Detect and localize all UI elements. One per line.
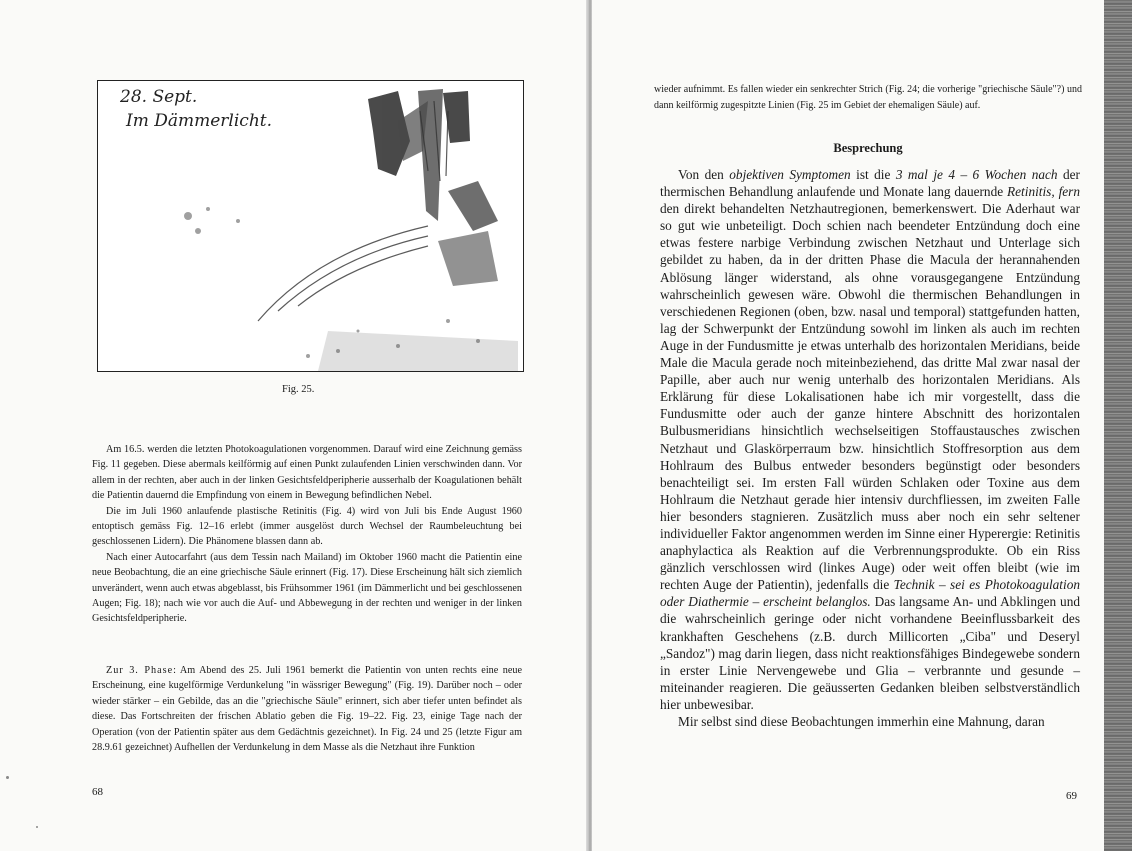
italic-run: 3 mal je 4 – 6 Wochen nach bbox=[895, 167, 1058, 182]
text-run: den direkt behandelten Netzhautregionen, bemerkenswert. Die Aderhaut war so gut wie unbeteiligt. Doch schien nach beendeter Entzündung doch eine etwas festere narbige Verbindung zwischen Netzhaut und Unterlage sich gebildet zu haben, da in der dritten Phase die Macula der herannahenden Ablösung länger widerstand, als ohne vorausgegangene Entzündung wahrscheinlich gewesen wäre. Obwohl die thermischen Behandlungen in verschiedenen Regionen (oben, bzw. nasal und temporal) stattgefunden hatten, lag der Schwerpunkt der Entzündung sowohl im linken als auch im rechten Auge in der Fundusmitte je etwas unterhalb des horizontalen Meridians, beide Male die Macula gerade noch miteinbeziehend, das dritte Mal zwar nasal der Papille, aber auch nur wenig unterhalb des horizontalen Meridians. Als Erklärung für diese Lokalisationen habe ich mir vorgestellt, dass die Fundusmitte oder auch der ganze hintere Abschnitt des horizontalen Bulbusmeridians hinsichtlich wechselseitigen Stoffaustausches zwischen Netzhaut und Glaskörperraum bzw. hinsichtlich Stoffresorption aus dem Hohlraum des Bulbus entweder besonders begünstigt oder besonders benachteiligt sei. Im ersten Fall würden Schlaken oder Toxine aus dem Hohlraum die Netzhaut gerade hier intensiv durchfliessen, im zweiten Falle hier besonders stagnieren. Zusätzlich muss aber noch ein sehr seltener individueller Faktor angenommen werden im Sinne einer Hyperergie: Retinitis anaphylactica als Reaktion auf die Verbrennungsprodukte. Ob ein Riss gänzlich verschlossen wird (linkes Auge) oder weit offen bleibt (wie im rechten Auge der Patientin), jedenfalls die bbox=[660, 201, 1080, 593]
section-heading: Besprechung bbox=[833, 141, 903, 155]
handwritten-date: 28. Sept. bbox=[120, 87, 198, 107]
text-run: der thermischen Behandlung anlaufende und Monate lang dauernde bbox=[660, 167, 1080, 200]
sketch-drawing bbox=[98, 81, 523, 371]
italic-run: objektiven Symptomen bbox=[729, 167, 851, 182]
right-top-text bbox=[654, 82, 1082, 113]
italic-run: Technik – sei es Photokoagulation oder Diathermie – erscheint belanglos. bbox=[660, 577, 1080, 610]
italic-run: Retinitis, fern bbox=[1007, 184, 1080, 200]
paragraph bbox=[92, 663, 522, 755]
text-run: ist die bbox=[850, 167, 896, 182]
phase-text: : Am Abend des 25. Juli 1961 bemerkt die Patientin von unten rechts eine neue Erscheinung, eine kugelförmige Verdunkelung "in wässriger Bewegung" (Fig. 19). Darüber noch – oder wieder stärker – ein Gebilde, das an die "griechische Säule" erinnert, sich aber tiefer unten befindet als diese. Das Fortschreiten der frischen Ablatio geben die Fig. 19–22. Fig. 23, einige Tage nach der Operation (von der Patientin später aus dem Gedächtnis gezeichnet). In Fig. 24 und 25 (letzte Figur am 28.9.61 gezeichnet) Aufhellen der Verdunkelung in dem Masse als die Netzhaut ihre Funktion bbox=[92, 665, 522, 754]
fundus-drawing-figure bbox=[97, 80, 524, 372]
text-run: Von den bbox=[678, 167, 730, 182]
paragraph: wieder aufnimmt. Es fallen wieder ein senkrechter Strich (Fig. 24; die vorherige "griechische Säule"?) und dann keilförmig zugespitzte Linien (Fig. 25 im Gebiet der ehemaligen Säule) auf. bbox=[654, 84, 1082, 111]
phase-section bbox=[92, 663, 522, 755]
paragraph: Nach einer Autocarfahrt (aus dem Tessin nach Mailand) im Oktober 1960 macht die Patientin eine neue Beobachtung, die an eine griechische Säule erinnert (Fig. 17). Diese Erscheinung hält sich ziemlich unverändert, wenn auch etwas abgeblasst, bis Frühsommer 1961 (im Dämmerlicht und bei geschlossenen Augen; Fig. 18); nach wie vor auch die Auf- und Abbewegung in der rechten und weniger in der linken Gesichtsfeldperipherie. bbox=[92, 551, 522, 625]
text-run: Das langsame An- und Abklingen und die wahrscheinlich geringe oder nicht vorhandene Beeinflussbarkeit des krankhaften Geschehens (z.B. durch Millicorten „Ciba" und Deseryl „Sandoz") mag darin liegen, dass nicht reaktionsfähiges Bindegewebe sondern in erster Linie Nervengewebe und Glia – verbrannte und gesunde – miteinander reagieren. Die geäusserten Gedanken bleiben selbstverständlich hier unbewesibar. bbox=[660, 594, 1081, 712]
page-number-left: 68 bbox=[92, 786, 103, 798]
left-body-text bbox=[92, 442, 522, 627]
scan-speck bbox=[6, 776, 9, 779]
paragraph: Mir selbst sind diese Beobachtungen immerhin eine Mahnung, daran bbox=[678, 714, 1045, 729]
scan-speck bbox=[36, 826, 38, 828]
paragraph bbox=[660, 166, 1080, 713]
paragraph: Die im Juli 1960 anlaufende plastische Retinitis (Fig. 4) wird von Juli bis Ende August 1960 entoptisch gemäss Fig. 12–16 erlebt (immer ausgelöst durch Wechsel der Raumbeleuchtung bei geschlossenen Lidern). Die Phänomene blassen dann ab. bbox=[92, 505, 522, 548]
figure-caption: Fig. 25. bbox=[282, 384, 315, 395]
page-number-right: 69 bbox=[1066, 790, 1077, 802]
handwritten-note: Im Dämmerlicht. bbox=[126, 111, 273, 131]
right-body-text bbox=[660, 166, 1080, 730]
page-edge-shadow bbox=[1104, 0, 1132, 851]
paragraph: Am 16.5. werden die letzten Photokoagulationen vorgenommen. Darauf wird eine Zeichnung gemäss Fig. 11 gegeben. Diese abermals keilförmig auf einen Punkt zulaufenden Linien verschwinden dann. Vor allem in der rechten, aber auch in der linken Gesichtsfeldperipherie ausserhalb der Koagulationen behält die Patientin dauernd die Empfindung von einem in Bewegung befindlichen Nebel. bbox=[92, 444, 522, 502]
phase-label: Zur 3. Phase bbox=[106, 665, 174, 676]
